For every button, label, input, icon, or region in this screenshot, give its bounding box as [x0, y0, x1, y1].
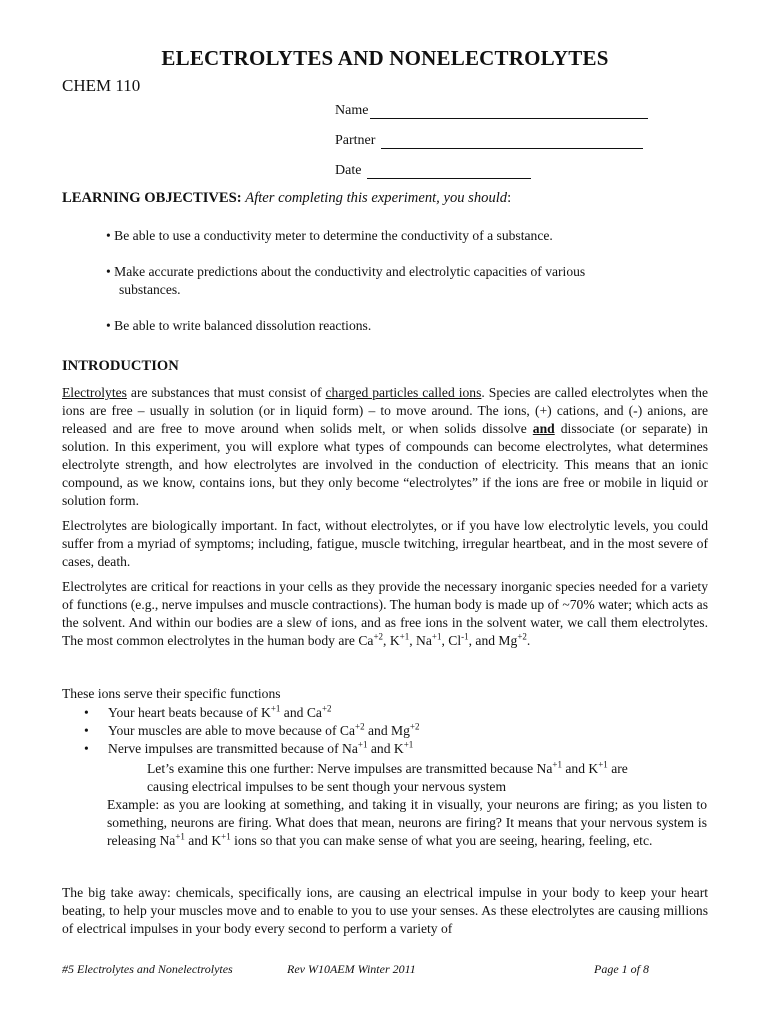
date-blank-line — [367, 164, 531, 179]
name-blank-line — [370, 104, 648, 119]
introduction-heading: INTRODUCTION — [62, 358, 179, 374]
ex-text-c: ions so that you can make sense of what you are seeing, hearing, feeling, etc. — [230, 833, 653, 848]
p3-text-a: Electrolytes are critical for reactions in your cells as they provide the necessary inorganic species needed for a variety of functions (e.g., nerve impulses and muscle contractions). The human body is made up of ~70% water; which acts as the solvent. And within our bodies are a slew of ions, and as free ions in the solvent water, we call them electrolytes. The most common electrolytes in the human body are Ca — [62, 579, 708, 648]
p1-text-a: are substances that must consist of — [126, 385, 326, 400]
b2-text-a: Your muscles are able to move because of Ca — [108, 723, 356, 738]
ex-text-b: and K — [184, 833, 222, 848]
na-charge: +1 — [431, 631, 442, 642]
objectives-lead: After completing this experiment, you should — [245, 190, 508, 206]
intro-paragraph-1 — [62, 384, 708, 510]
b2-mg-charge: +2 — [409, 721, 420, 732]
p3-text-e: , and Mg — [468, 633, 518, 648]
bullet-icon: • — [84, 705, 89, 720]
name-label: Name — [335, 103, 369, 118]
document-title: ELECTROLYTES AND NONELECTROLYTES — [161, 46, 609, 70]
footer-page-number: Page 1 of 8 — [594, 962, 649, 976]
ex-k-charge: +1 — [221, 831, 231, 842]
b2-text-b: and Mg — [364, 723, 410, 738]
ex-text-a: Example: as you are looking at something, and taking it in visually, your neurons are firing; as you listen to something, neurons are firing. What does that mean, neurons are firing? It means that your nervous system is releasing Na — [107, 797, 707, 848]
name-field — [335, 103, 648, 119]
mg-charge: +2 — [517, 631, 527, 642]
b2-ca-charge: +2 — [355, 721, 365, 732]
sub1-text-b: and K — [561, 761, 599, 776]
date-label: Date — [335, 163, 362, 178]
p1-text-c: dissociate (or separate) in solution. In this experiment, you will explore what types of compounds can become electrolytes, what determines electrolyte strength, and how electrolytes are involved in the conduction of electricity. This means that an ionic compound, as we know, contains ions, but they only become “electrolytes” if the ions are free or mobile in liquid or solution form. — [62, 421, 708, 508]
course-code: CHEM 110 — [62, 76, 141, 95]
b3-text-b: and K — [367, 741, 404, 756]
b1-k-charge: +1 — [270, 703, 281, 714]
sub1-text-a: Let’s examine this one further: Nerve impulses are transmitted because Na — [147, 761, 553, 776]
and-emphasis: and — [532, 421, 555, 436]
nerve-note-line2: causing electrical impulses to be sent though your nervous system — [147, 779, 507, 794]
bullet-icon: • — [84, 741, 89, 756]
objective-item-1: • Be able to use a conductivity meter to determine the conductivity of a substance. — [106, 228, 553, 243]
footer-revision: Rev W10AEM Winter 2011 — [287, 962, 416, 976]
b3-k-charge: +1 — [403, 739, 414, 750]
electrolytes-term: Electrolytes — [62, 385, 127, 400]
ion-functions-list — [84, 704, 704, 758]
b1-ca-charge: +2 — [321, 703, 332, 714]
p1-text-b: . Species are called electrolytes when the ions are free – usually in solution (or in liquid form) – to move around. The ions, (+) cations, and (-) anions, are released and are free to move around when solids melt, or when solids dissolve — [62, 385, 709, 436]
learning-objectives-heading — [62, 190, 511, 207]
sub1-k-charge: +1 — [598, 759, 608, 770]
partner-field — [335, 133, 643, 149]
list-item — [84, 722, 704, 740]
intro-paragraph-5: The big take away: chemicals, specifically ions, are causing an electrical impulse in your body to keep your heart beating, to help your muscles move and to enable to you to use your senses. As these electrolytes are causing millions of electrical impulses in your body every second to perform a variety of — [62, 885, 708, 936]
sub1-na-charge: +1 — [552, 759, 562, 770]
b3-text-a: Nerve impulses are transmitted because of Na — [108, 741, 358, 756]
sub1-text-c: are — [607, 761, 628, 776]
p3-text-d: , Cl — [441, 633, 462, 648]
objective-item-2-line2: substances. — [119, 282, 181, 297]
footer-title: #5 Electrolytes and Nonelectrolytes — [62, 962, 233, 976]
b3-na-charge: +1 — [357, 739, 368, 750]
cl-charge: -1 — [461, 631, 469, 642]
intro-paragraph-3 — [62, 578, 708, 650]
p3-text-b: , K — [383, 633, 400, 648]
b1-text-a: Your heart beats because of K — [108, 705, 271, 720]
ca-charge: +2 — [373, 631, 384, 642]
objective-item-2 — [106, 263, 686, 299]
date-field — [335, 163, 531, 179]
example-paragraph — [107, 796, 707, 850]
objectives-title: LEARNING OBJECTIVES: — [62, 190, 242, 206]
objective-item-3: • Be able to write balanced dissolution reactions. — [106, 318, 372, 333]
intro-paragraph-2: Electrolytes are biologically important. In fact, without electrolytes, or if you have low electrolytic levels, you could suffer from a myriad of symptoms; including, fatigue, muscle twitching, irregular heartbeat, and in the most severe of cases, death. — [62, 518, 708, 569]
objectives-colon: : — [507, 190, 512, 206]
ex-na-charge: +1 — [175, 831, 185, 842]
objective-item-2-line1: • Make accurate predictions about the conductivity and electrolytic capacities of various — [106, 264, 586, 279]
partner-blank-line — [381, 134, 643, 149]
p3-text-f: . — [526, 633, 531, 648]
nerve-impulse-note — [147, 760, 707, 796]
b1-text-b: and Ca — [280, 705, 322, 720]
list-item — [84, 704, 704, 722]
charged-particles-term: charged particles called ions — [325, 385, 482, 400]
bullet-icon: • — [84, 723, 89, 738]
k-charge: +1 — [399, 631, 410, 642]
p3-text-c: , Na — [409, 633, 432, 648]
nerve-note-line1 — [147, 760, 707, 778]
intro-paragraph-4: These ions serve their specific functions — [62, 686, 281, 701]
list-item — [84, 740, 704, 758]
partner-label: Partner — [335, 133, 376, 148]
